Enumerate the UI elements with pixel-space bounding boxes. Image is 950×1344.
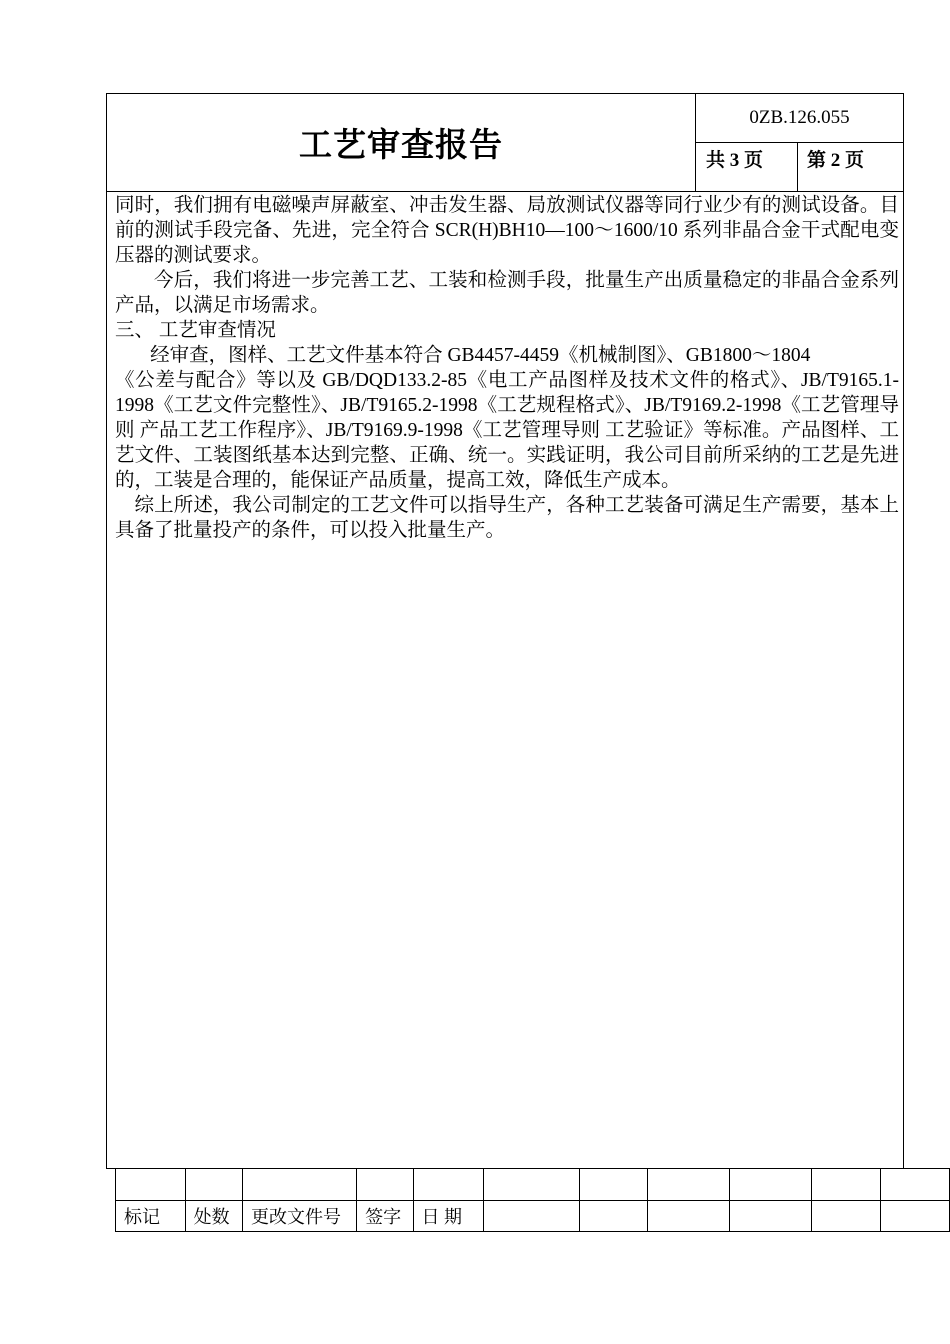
table-cell bbox=[881, 1169, 950, 1201]
document-number: 0ZB.126.055 bbox=[696, 94, 903, 143]
table-cell bbox=[881, 1201, 950, 1232]
table-cell bbox=[484, 1201, 579, 1232]
revision-table-label-row bbox=[116, 1201, 950, 1232]
table-cell bbox=[185, 1169, 242, 1201]
report-header bbox=[107, 94, 903, 192]
paragraph-conclusion: 综上所述，我公司制定的工艺文件可以指导生产，各种工艺装备可满足生产需要，基本上具备了批量投产的条件，可以投入批量生产。 bbox=[115, 495, 899, 541]
paragraph-review-standards-intro: 经审查，图样、工艺文件基本符合 GB4457-4459《机械制图》、GB1800～1804 bbox=[150, 345, 811, 366]
report-frame bbox=[106, 93, 904, 1169]
label-mark: 标记 bbox=[116, 1201, 186, 1232]
table-cell bbox=[730, 1201, 812, 1232]
report-title: 工艺审查报告 bbox=[107, 94, 696, 191]
table-cell bbox=[579, 1201, 648, 1232]
table-cell bbox=[579, 1169, 648, 1201]
section-heading-process-review: 三、 工艺审查情况 bbox=[115, 320, 276, 341]
label-signature: 签字 bbox=[357, 1201, 413, 1232]
label-date: 日 期 bbox=[413, 1201, 484, 1232]
revision-table-blank-row bbox=[116, 1169, 950, 1201]
table-cell bbox=[413, 1169, 484, 1201]
paragraph-test-equipment: 同时，我们拥有电磁噪声屏蔽室、冲击发生器、局放测试仪器等同行业少有的测试设备。目前的测试手段完备、先进，完全符合 SCR(H)BH10—100～1600/10 系列非晶合金干式配电变压器的测试要求。 bbox=[115, 195, 899, 266]
table-cell bbox=[484, 1169, 579, 1201]
table-cell bbox=[242, 1169, 356, 1201]
paragraph-review-standards: 《公差与配合》等以及 GB/DQD133.2-85《电工产品图样及技术文件的格式》、JB/T9165.1-1998《工艺文件完整性》、JB/T9165.2-1998《工艺规程格式》、JB/T9169.2-1998《工艺管理导则 产品工艺工作程序》、JB/T9169.9-1998《工艺管理导则 工艺验证》等标准。产品图样、工艺文件、工装图纸基本达到完整、正确、统一。实践证明，我公司目前所采纳的工艺是先进的，工装是合理的，能保证产品质量，提高工效，降低生产成本。 bbox=[115, 370, 899, 491]
label-count: 处数 bbox=[185, 1201, 242, 1232]
table-cell bbox=[812, 1201, 881, 1232]
table-cell bbox=[116, 1169, 186, 1201]
report-body bbox=[115, 193, 899, 543]
total-pages: 共 3 页 bbox=[696, 143, 798, 191]
paragraph-future-plans: 今后，我们将进一步完善工艺、工装和检测手段，批量生产出质量稳定的非晶合金系列产品，以满足市场需求。 bbox=[115, 270, 899, 316]
revision-table bbox=[115, 1168, 950, 1232]
label-change-document-number: 更改文件号 bbox=[242, 1201, 356, 1232]
table-cell bbox=[357, 1169, 413, 1201]
table-cell bbox=[648, 1201, 730, 1232]
table-cell bbox=[648, 1169, 730, 1201]
table-cell bbox=[812, 1169, 881, 1201]
table-cell bbox=[730, 1169, 812, 1201]
current-page: 第 2 页 bbox=[807, 150, 865, 171]
